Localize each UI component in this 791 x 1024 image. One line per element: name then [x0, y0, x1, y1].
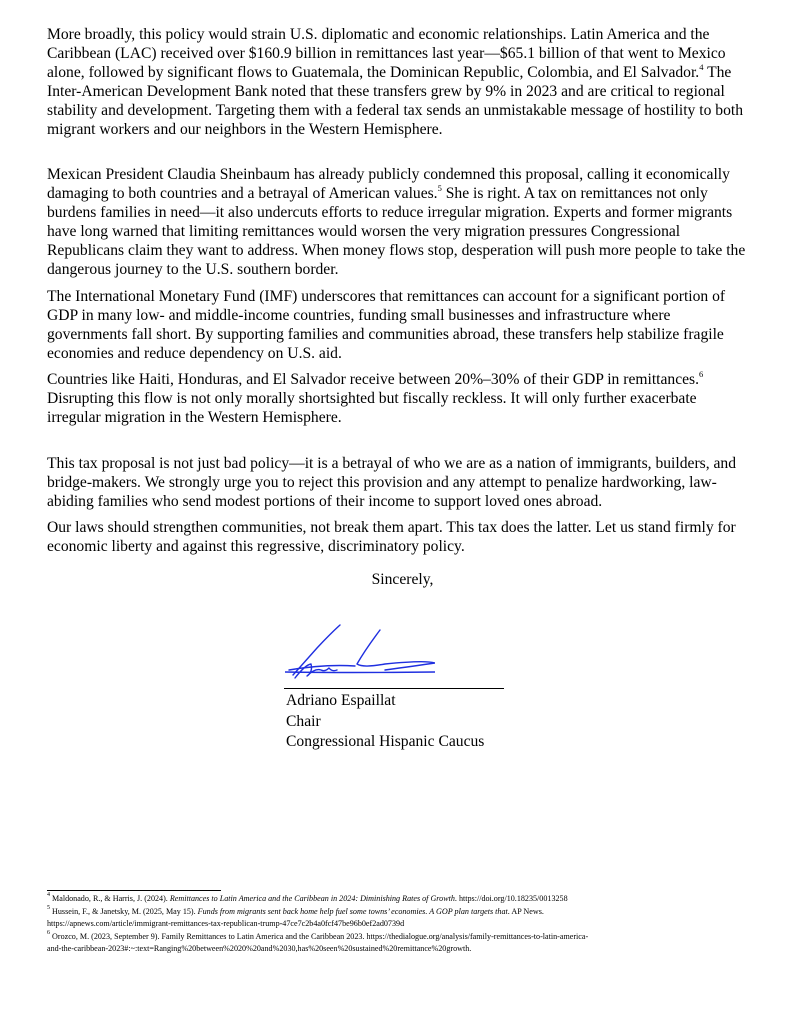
footnote-link[interactable]: and-the-caribbean-2023#:~:text=Ranging%20between%2020%20and%2030,has%20seen%20sustained%20remittance%20growth. [47, 944, 472, 953]
signature-stroke [293, 625, 340, 675]
text-line: stability and development. Targeting them with a federal tax sends an unmistakable message of hostility to both [47, 102, 743, 120]
footnote-title: Funds from migrants sent back home help fuel some towns’ economies. A GOP plan targets that [197, 906, 508, 916]
text-line: More broadly, this policy would strain U.S. diplomatic and economic relationships. Latin America and the [47, 26, 710, 43]
paragraph-sheinbaum [47, 165, 767, 280]
signer-name: Adriano Espaillat [286, 692, 396, 709]
footnote-authors: Hussein, F., & Janetsky, M. (2025, May 15). [52, 906, 198, 916]
text-line [47, 63, 767, 82]
text-line: bridge-makers. We strongly urge you to reject this provision and any attempt to penalize hardworking, law- [47, 474, 717, 492]
paragraph-gdp-share [47, 370, 767, 427]
paragraph-imf [47, 287, 767, 363]
footnotes [47, 893, 767, 956]
text-line: burdens families in need—it also undercuts efforts to reduce irregular migration. Experts and former migrants [47, 204, 733, 222]
signer-title: Chair [286, 712, 321, 730]
paragraph-conclusion [47, 518, 767, 556]
text-line: abiding families who send modest portions of their income to support loved ones abroad. [47, 493, 603, 511]
text-line: GDP in many low- and middle-income countries, funding small businesses and infrastructure where [47, 307, 671, 325]
text-line: The International Monetary Fund (IMF) underscores that remittances can account for a significant portion of [47, 288, 726, 305]
footnote-ref-6[interactable]: 6 [699, 368, 704, 379]
footnote-4 [47, 893, 767, 906]
text-line: have long warned that limiting remittances would worsen the very migration pressures Congressional [47, 223, 681, 241]
text-segment: alone, followed by significant flows to Guatemala, the Dominican Republic, Colombia, and El Salvador. [47, 64, 700, 82]
text-line: Disrupting this flow is not only morally shortsighted but fiscally reckless. It will only further exacerbate [47, 390, 697, 408]
text-line: governments fall short. By supporting families and communities abroad, these transfers help stabilize fragile [47, 326, 724, 344]
text-line [47, 370, 767, 389]
signature-image [285, 620, 435, 680]
signature-stroke [357, 630, 435, 670]
footnote-link[interactable]: . https://doi.org/10.18235/0013258 [454, 894, 568, 903]
text-line: migrant workers and our neighbors in the Western Hemisphere. [47, 121, 443, 139]
footnote-title: Remittances to Latin America and the Caribbean in 2024: Diminishing Rates of Growth [169, 894, 455, 903]
text-segment: damaging to both countries and a betrayal of American values. [47, 185, 438, 203]
text-line: irregular migration in the Western Hemisphere. [47, 409, 342, 427]
footnote-number: 5 [47, 904, 50, 911]
footnote-authors: Maldonado, R., & Harris, J. (2024). [52, 894, 170, 903]
text-line: Our laws should strengthen communities, not break them apart. This tax does the latter. Let us stand firmly for [47, 519, 736, 536]
closing-text: Sincerely, [371, 571, 434, 588]
footnote-link[interactable]: https://apnews.com/article/immigrant-remittances-tax-republican-trump-47ce7c2b4a0fcf47be96b0ef2ad0739d [47, 919, 405, 928]
footnote-ref-4[interactable]: 4 [699, 62, 704, 72]
signer-block [286, 691, 484, 753]
signature-line [284, 688, 504, 689]
text-segment: The [703, 64, 732, 82]
text-line: This tax proposal is not just bad policy—it is a betrayal of who we are as a nation of immigrants, builders, and [47, 455, 737, 472]
text-line: Caribbean (LAC) received over $160.9 billion in remittances last year—$65.1 billion of that went to Mexico [47, 45, 726, 63]
text-line: Mexican President Claudia Sheinbaum has already publicly condemned this proposal, calling it economically [47, 166, 730, 183]
text-line: Republicans claim they want to address. When money flows stop, desperation will push more people to take the [47, 242, 746, 260]
text-line: Inter-American Development Bank noted that these transfers grew by 9% in 2023 and are critical to regional [47, 83, 725, 101]
footnote-ref-5[interactable]: 5 [437, 182, 442, 193]
footnote-number: 6 [47, 929, 50, 936]
footnote-separator [47, 890, 221, 891]
footnote-6 [47, 931, 767, 944]
footnote-5 [47, 906, 767, 919]
footnote-text[interactable]: Orozco, M. (2023, September 9). Family Remittances to Latin America and the Caribbean 2023. https://thedialogue.org/analysis/family-remittances-to-latin-america- [52, 931, 589, 941]
paragraph-betrayal [47, 454, 767, 511]
text-segment: Countries like Haiti, Honduras, and El Salvador receive between 20%–30% of their GDP in remittances. [47, 371, 700, 388]
closing-salutation [0, 570, 791, 589]
text-line: economic liberty and against this regressive, discriminatory policy. [47, 538, 465, 556]
text-line: economies and reduce dependency on U.S. aid. [47, 345, 342, 363]
text-line: dangerous journey to the U.S. southern border. [47, 261, 339, 279]
footnote-number: 4 [47, 892, 50, 899]
signature-stroke [285, 672, 435, 673]
paragraph-diplomatic-relationships [47, 25, 767, 140]
text-line [47, 184, 767, 203]
signer-organization: Congressional Hispanic Caucus [286, 733, 485, 750]
text-segment: She is right. A tax on remittances not only [441, 185, 708, 203]
footnote-source: . AP News. [507, 906, 544, 916]
